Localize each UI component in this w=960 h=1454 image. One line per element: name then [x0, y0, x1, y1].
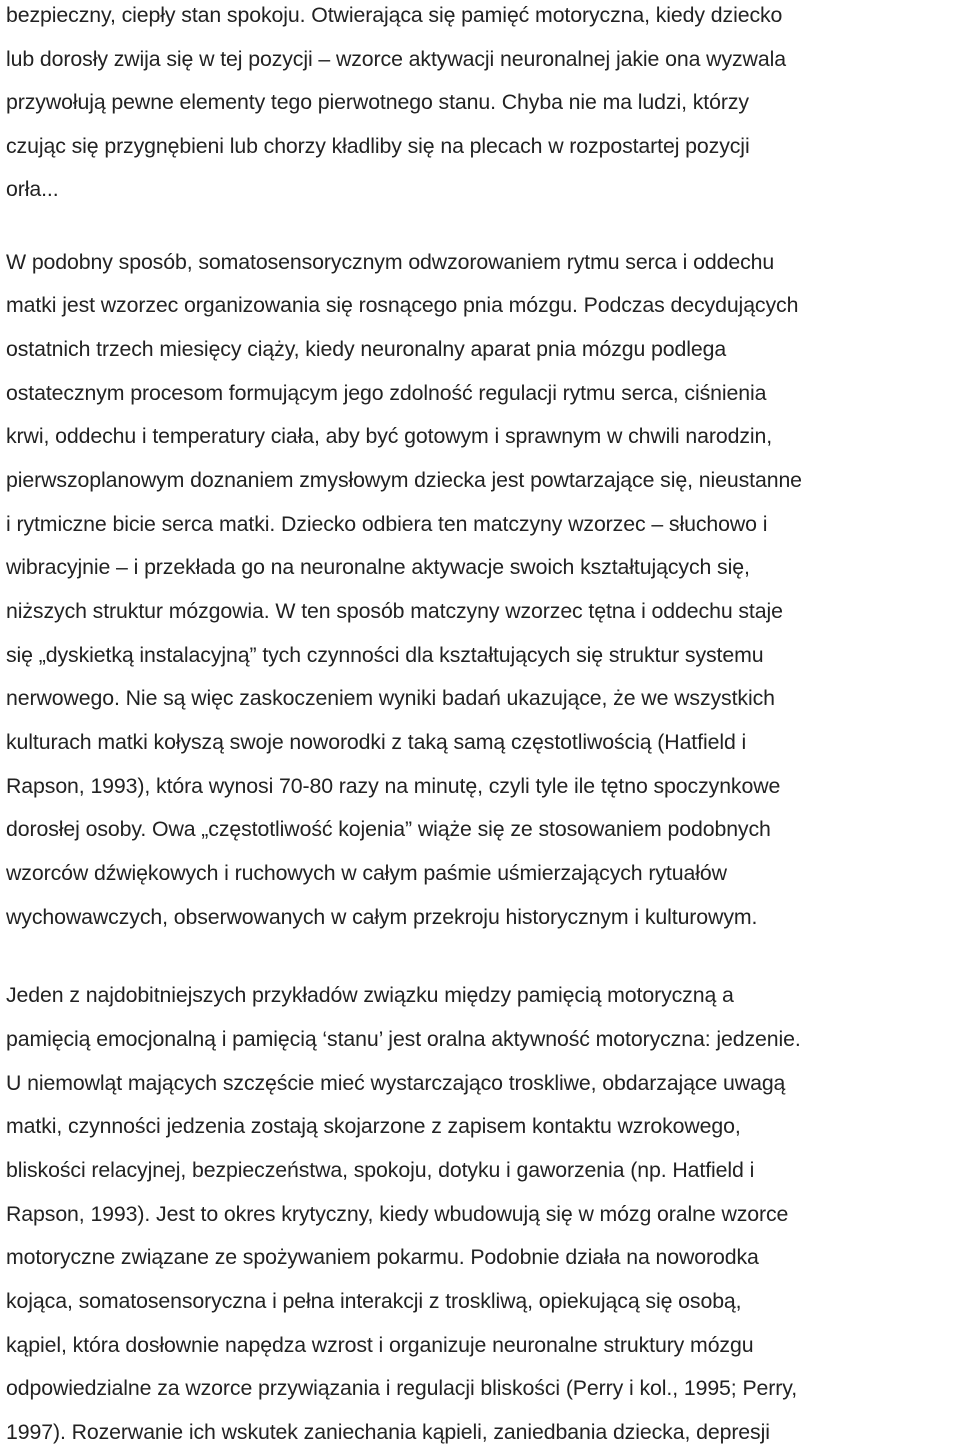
- text-line: odpowiedzialne za wzorce przywiązania i regulacji bliskości (Perry i kol., 1995; Perry,: [6, 1376, 798, 1400]
- text-line: U niemowląt mających szczęście mieć wystarczająco troskliwe, obdarzające uwagą: [6, 1071, 786, 1095]
- text-line: bliskości relacyjnej, bezpieczeństwa, spokoju, dotyku i gaworzenia (np. Hatfield i: [6, 1158, 755, 1182]
- text-line: bezpieczny, ciepły stan spokoju. Otwierająca się pamięć motoryczna, kiedy dziecko: [6, 3, 783, 27]
- text-line: czując się przygnębieni lub chorzy kładliby się na plecach w rozpostartej pozycji: [6, 134, 750, 158]
- text-line: orła...: [6, 177, 59, 201]
- text-line: pamięcią emocjonalną i pamięcią ‘stanu’ jest oralna aktywność motoryczna: jedzenie.: [6, 1027, 801, 1051]
- text-line: motoryczne związane ze spożywaniem pokarmu. Podobnie działa na noworodka: [6, 1245, 759, 1269]
- text-line: kojąca, somatosensoryczna i pełna interakcji z troskliwą, opiekującą się osobą,: [6, 1289, 742, 1313]
- text-line: wychowawczych, obserwowanych w całym przekroju historycznym i kulturowym.: [6, 905, 758, 929]
- text-line: się „dyskietką instalacyjną” tych czynności dla kształtujących się struktur systemu: [6, 643, 764, 667]
- text-line: wzorców dźwiękowych i ruchowych w całym paśmie uśmierzających rytuałów: [6, 861, 727, 885]
- text-line: kulturach matki kołyszą swoje noworodki z taką samą częstotliwością (Hatfield i: [6, 730, 747, 754]
- text-line: Rapson, 1993), która wynosi 70-80 razy na minutę, czyli tyle ile tętno spoczynkowe: [6, 774, 781, 798]
- text-line: matki, czynności jedzenia zostają skojarzone z zapisem kontaktu wzrokowego,: [6, 1114, 741, 1138]
- text-line: przywołują pewne elementy tego pierwotnego stanu. Chyba nie ma ludzi, którzy: [6, 90, 749, 114]
- text-line: dorosłej osoby. Owa „częstotliwość kojenia” wiąże się ze stosowaniem podobnych: [6, 817, 771, 841]
- text-line: W podobny sposób, somatosensorycznym odwzorowaniem rytmu serca i oddechu: [6, 250, 775, 274]
- text-line: Rapson, 1993). Jest to okres krytyczny, kiedy wbudowują się w mózg oralne wzorce: [6, 1202, 789, 1226]
- text-line: 1997). Rozerwanie ich wskutek zaniechania kąpieli, zaniedbania dziecka, depresji: [6, 1420, 770, 1444]
- text-line: pierwszoplanowym doznaniem zmysłowym dziecka jest powtarzające się, nieustanne: [6, 468, 802, 492]
- text-line: ostatecznym procesom formującym jego zdolność regulacji rytmu serca, ciśnienia: [6, 381, 767, 405]
- text-line: wibracyjnie – i przekłada go na neuronalne aktywacje swoich kształtujących się,: [6, 555, 750, 579]
- text-line: lub dorosły zwija się w tej pozycji – wzorce aktywacji neuronalnej jakie ona wyzwala: [6, 47, 786, 71]
- text-line: matki jest wzorzec organizowania się rosnącego pnia mózgu. Podczas decydujących: [6, 293, 799, 317]
- text-line: i rytmiczne bicie serca matki. Dziecko odbiera ten matczyny wzorzec – słuchowo i: [6, 512, 768, 536]
- text-line: krwi, oddechu i temperatury ciała, aby być gotowym i sprawnym w chwili narodzin,: [6, 424, 773, 448]
- text-line: kąpiel, która dosłownie napędza wzrost i organizuje neuronalne struktury mózgu: [6, 1333, 754, 1357]
- text-line: niższych struktur mózgowia. W ten sposób matczyny wzorzec tętna i oddechu staje: [6, 599, 783, 623]
- text-line: Jeden z najdobitniejszych przykładów związku między pamięcią motoryczną a: [6, 983, 734, 1007]
- text-line: nerwowego. Nie są więc zaskoczeniem wyniki badań ukazujące, że we wszystkich: [6, 686, 775, 710]
- text-line: ostatnich trzech miesięcy ciąży, kiedy neuronalny aparat pnia mózgu podlega: [6, 337, 727, 361]
